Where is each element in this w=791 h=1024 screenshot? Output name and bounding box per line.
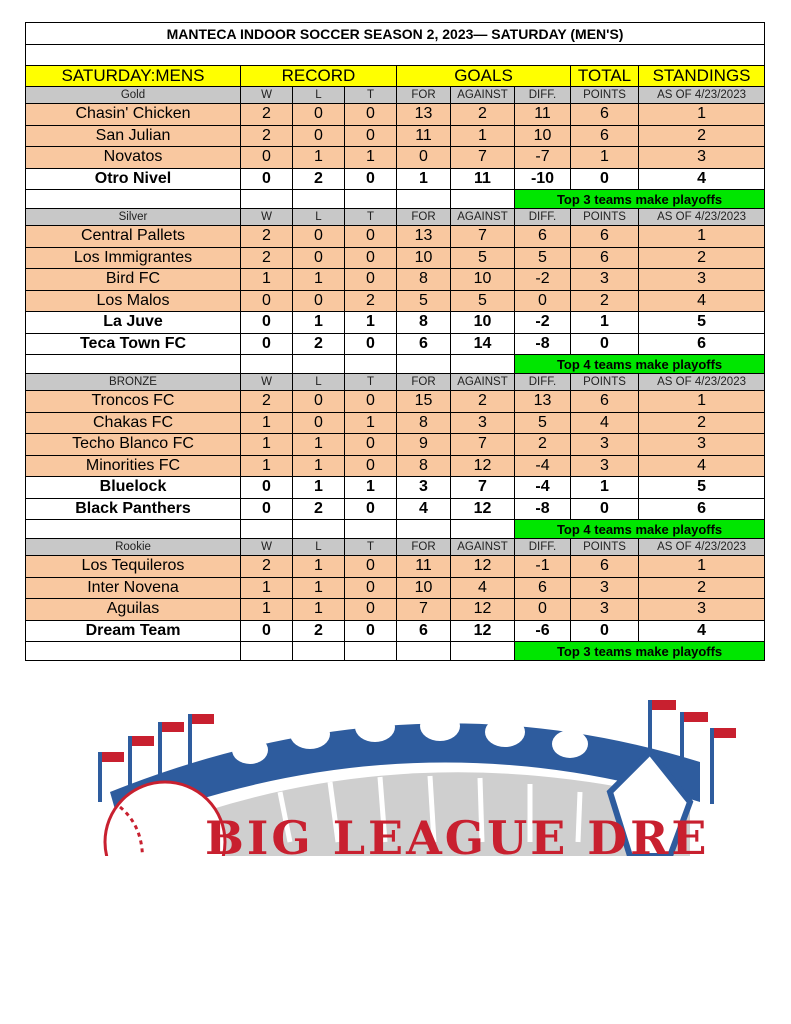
- column-w: W: [241, 209, 293, 226]
- standing-rank: 6: [639, 498, 765, 520]
- team-name: Dream Team: [26, 620, 241, 642]
- goal-diff: -8: [515, 333, 571, 355]
- empty-cell: [26, 642, 241, 661]
- playoff-note-row: [26, 190, 765, 209]
- goals-for: 8: [397, 312, 451, 334]
- points: 3: [571, 455, 639, 477]
- ties: 0: [345, 455, 397, 477]
- goals-for: 10: [397, 577, 451, 599]
- goal-diff: 2: [515, 434, 571, 456]
- ties: 1: [345, 312, 397, 334]
- team-name: Bluelock: [26, 477, 241, 499]
- column-for: FOR: [397, 209, 451, 226]
- ties: 0: [345, 498, 397, 520]
- losses: 1: [293, 455, 345, 477]
- goal-diff: -4: [515, 477, 571, 499]
- wins: 1: [241, 599, 293, 621]
- wins: 0: [241, 290, 293, 312]
- column-for: FOR: [397, 374, 451, 391]
- goals-against: 14: [451, 333, 515, 355]
- column-points: POINTS: [571, 539, 639, 556]
- empty-cell: [397, 190, 451, 209]
- ties: 0: [345, 391, 397, 413]
- column-points: POINTS: [571, 209, 639, 226]
- points: 1: [571, 312, 639, 334]
- column-as-of: AS OF 4/23/2023: [639, 539, 765, 556]
- playoff-note-row: [26, 520, 765, 539]
- goals-against: 7: [451, 147, 515, 169]
- column-l: L: [293, 209, 345, 226]
- group-header-row: [26, 539, 765, 556]
- wins: 2: [241, 104, 293, 126]
- ties: 1: [345, 412, 397, 434]
- goal-diff: 5: [515, 412, 571, 434]
- goals-against: 2: [451, 391, 515, 413]
- team-row: [26, 226, 765, 248]
- ties: 0: [345, 333, 397, 355]
- goals-for: 13: [397, 226, 451, 248]
- wins: 2: [241, 391, 293, 413]
- ties: 0: [345, 168, 397, 190]
- team-name: Novatos: [26, 147, 241, 169]
- goals-against: 7: [451, 434, 515, 456]
- goal-diff: 6: [515, 226, 571, 248]
- team-name: Chakas FC: [26, 412, 241, 434]
- column-w: W: [241, 87, 293, 104]
- team-name: Aguilas: [26, 599, 241, 621]
- goals-against: 5: [451, 247, 515, 269]
- team-row: [26, 104, 765, 126]
- goals-against: 10: [451, 269, 515, 291]
- header-goals: GOALS: [397, 66, 571, 87]
- goal-diff: 13: [515, 391, 571, 413]
- column-diff: DIFF.: [515, 374, 571, 391]
- points: 4: [571, 412, 639, 434]
- points: 0: [571, 498, 639, 520]
- ties: 0: [345, 247, 397, 269]
- goals-for: 11: [397, 556, 451, 578]
- group-name: Silver: [26, 209, 241, 226]
- ties: 0: [345, 104, 397, 126]
- points: 3: [571, 577, 639, 599]
- losses: 0: [293, 226, 345, 248]
- column-for: FOR: [397, 539, 451, 556]
- points: 0: [571, 168, 639, 190]
- goals-against: 12: [451, 599, 515, 621]
- points: 6: [571, 247, 639, 269]
- empty-cell: [26, 355, 241, 374]
- goal-diff: -2: [515, 312, 571, 334]
- ties: 1: [345, 477, 397, 499]
- goal-diff: 6: [515, 577, 571, 599]
- goals-against: 12: [451, 556, 515, 578]
- points: 0: [571, 620, 639, 642]
- team-row: [26, 577, 765, 599]
- column-points: POINTS: [571, 374, 639, 391]
- team-row: [26, 125, 765, 147]
- empty-cell: [241, 642, 293, 661]
- goals-for: 8: [397, 455, 451, 477]
- wins: 0: [241, 498, 293, 520]
- empty-cell: [293, 355, 345, 374]
- goal-diff: 10: [515, 125, 571, 147]
- logo-text: BIG LEAGUE DRE: [205, 811, 710, 856]
- column-w: W: [241, 374, 293, 391]
- team-name: Los Tequileros: [26, 556, 241, 578]
- points: 6: [571, 125, 639, 147]
- ties: 2: [345, 290, 397, 312]
- goal-diff: -1: [515, 556, 571, 578]
- standing-rank: 4: [639, 168, 765, 190]
- team-row: [26, 168, 765, 190]
- standing-rank: 2: [639, 577, 765, 599]
- wins: 1: [241, 412, 293, 434]
- points: 0: [571, 333, 639, 355]
- playoff-note-row: [26, 642, 765, 661]
- empty-cell: [345, 355, 397, 374]
- team-row: [26, 290, 765, 312]
- standing-rank: 2: [639, 247, 765, 269]
- goals-against: 3: [451, 412, 515, 434]
- goals-for: 0: [397, 147, 451, 169]
- points: 3: [571, 434, 639, 456]
- goal-diff: 5: [515, 247, 571, 269]
- wins: 1: [241, 577, 293, 599]
- goals-for: 3: [397, 477, 451, 499]
- wins: 0: [241, 333, 293, 355]
- goals-against: 4: [451, 577, 515, 599]
- team-row: [26, 391, 765, 413]
- goals-for: 6: [397, 333, 451, 355]
- empty-cell: [451, 355, 515, 374]
- goals-for: 10: [397, 247, 451, 269]
- goals-for: 6: [397, 620, 451, 642]
- standing-rank: 2: [639, 125, 765, 147]
- ties: 0: [345, 125, 397, 147]
- standing-rank: 3: [639, 434, 765, 456]
- goal-diff: -8: [515, 498, 571, 520]
- wins: 2: [241, 226, 293, 248]
- goals-for: 1: [397, 168, 451, 190]
- points: 3: [571, 599, 639, 621]
- losses: 1: [293, 434, 345, 456]
- team-name: Los Immigrantes: [26, 247, 241, 269]
- header-total: TOTAL: [571, 66, 639, 87]
- column-l: L: [293, 374, 345, 391]
- playoff-note: Top 4 teams make playoffs: [515, 520, 765, 539]
- standing-rank: 4: [639, 455, 765, 477]
- column-as-of: AS OF 4/23/2023: [639, 374, 765, 391]
- losses: 0: [293, 125, 345, 147]
- empty-cell: [241, 355, 293, 374]
- column-t: T: [345, 87, 397, 104]
- team-name: San Julian: [26, 125, 241, 147]
- column-against: AGAINST: [451, 87, 515, 104]
- empty-cell: [26, 190, 241, 209]
- team-row: [26, 333, 765, 355]
- empty-cell: [241, 520, 293, 539]
- big-league-logo: [50, 692, 770, 856]
- ties: 0: [345, 556, 397, 578]
- column-t: T: [345, 209, 397, 226]
- standing-rank: 1: [639, 556, 765, 578]
- column-diff: DIFF.: [515, 209, 571, 226]
- column-as-of: AS OF 4/23/2023: [639, 87, 765, 104]
- points: 6: [571, 391, 639, 413]
- column-against: AGAINST: [451, 539, 515, 556]
- team-name: La Juve: [26, 312, 241, 334]
- losses: 0: [293, 290, 345, 312]
- team-row: [26, 312, 765, 334]
- standing-rank: 1: [639, 226, 765, 248]
- standing-rank: 2: [639, 412, 765, 434]
- empty-cell: [293, 520, 345, 539]
- ties: 1: [345, 147, 397, 169]
- playoff-note: Top 4 teams make playoffs: [515, 355, 765, 374]
- standings-sheet: [25, 22, 764, 661]
- wins: 2: [241, 556, 293, 578]
- wins: 0: [241, 147, 293, 169]
- ties: 0: [345, 226, 397, 248]
- losses: 2: [293, 620, 345, 642]
- team-row: [26, 269, 765, 291]
- column-points: POINTS: [571, 87, 639, 104]
- column-t: T: [345, 374, 397, 391]
- group-header-row: [26, 209, 765, 226]
- losses: 1: [293, 577, 345, 599]
- empty-cell: [26, 520, 241, 539]
- column-l: L: [293, 539, 345, 556]
- goal-diff: 0: [515, 290, 571, 312]
- team-name: Bird FC: [26, 269, 241, 291]
- goals-against: 12: [451, 620, 515, 642]
- team-name: Troncos FC: [26, 391, 241, 413]
- column-l: L: [293, 87, 345, 104]
- goals-for: 11: [397, 125, 451, 147]
- standing-rank: 3: [639, 147, 765, 169]
- team-name: Los Malos: [26, 290, 241, 312]
- group-header-row: [26, 87, 765, 104]
- wins: 1: [241, 269, 293, 291]
- ties: 0: [345, 577, 397, 599]
- empty-cell: [345, 190, 397, 209]
- standing-rank: 5: [639, 477, 765, 499]
- goals-against: 5: [451, 290, 515, 312]
- goals-for: 7: [397, 599, 451, 621]
- team-row: [26, 147, 765, 169]
- team-row: [26, 556, 765, 578]
- losses: 0: [293, 104, 345, 126]
- standing-rank: 3: [639, 269, 765, 291]
- goals-against: 11: [451, 168, 515, 190]
- team-name: Otro Nivel: [26, 168, 241, 190]
- empty-cell: [345, 642, 397, 661]
- empty-cell: [397, 355, 451, 374]
- goals-against: 2: [451, 104, 515, 126]
- empty-cell: [451, 642, 515, 661]
- wins: 0: [241, 312, 293, 334]
- playoff-note: Top 3 teams make playoffs: [515, 190, 765, 209]
- wins: 2: [241, 247, 293, 269]
- losses: 1: [293, 312, 345, 334]
- playoff-note-row: [26, 355, 765, 374]
- wins: 1: [241, 455, 293, 477]
- team-name: Minorities FC: [26, 455, 241, 477]
- goals-for: 8: [397, 412, 451, 434]
- team-row: [26, 599, 765, 621]
- points: 6: [571, 104, 639, 126]
- goals-for: 4: [397, 498, 451, 520]
- losses: 2: [293, 333, 345, 355]
- losses: 1: [293, 147, 345, 169]
- ties: 0: [345, 620, 397, 642]
- standing-rank: 4: [639, 620, 765, 642]
- header-row: [26, 66, 765, 87]
- ties: 0: [345, 434, 397, 456]
- team-row: [26, 412, 765, 434]
- header-division: SATURDAY:MENS: [26, 66, 241, 87]
- goals-for: 9: [397, 434, 451, 456]
- empty-cell: [397, 520, 451, 539]
- column-against: AGAINST: [451, 209, 515, 226]
- goal-diff: 0: [515, 599, 571, 621]
- standings-table: [25, 22, 765, 661]
- goals-against: 7: [451, 477, 515, 499]
- header-standings: STANDINGS: [639, 66, 765, 87]
- empty-cell: [293, 190, 345, 209]
- wins: 0: [241, 620, 293, 642]
- column-w: W: [241, 539, 293, 556]
- standing-rank: 1: [639, 391, 765, 413]
- team-name: Black Panthers: [26, 498, 241, 520]
- team-row: [26, 455, 765, 477]
- goals-against: 1: [451, 125, 515, 147]
- team-row: [26, 498, 765, 520]
- goal-diff: -7: [515, 147, 571, 169]
- ties: 0: [345, 269, 397, 291]
- losses: 0: [293, 247, 345, 269]
- playoff-note: Top 3 teams make playoffs: [515, 642, 765, 661]
- goals-against: 10: [451, 312, 515, 334]
- losses: 1: [293, 599, 345, 621]
- wins: 0: [241, 477, 293, 499]
- team-row: [26, 247, 765, 269]
- goals-for: 8: [397, 269, 451, 291]
- empty-cell: [451, 190, 515, 209]
- losses: 2: [293, 498, 345, 520]
- losses: 2: [293, 168, 345, 190]
- points: 6: [571, 226, 639, 248]
- losses: 0: [293, 412, 345, 434]
- goal-diff: 11: [515, 104, 571, 126]
- goals-for: 5: [397, 290, 451, 312]
- column-for: FOR: [397, 87, 451, 104]
- goal-diff: -10: [515, 168, 571, 190]
- goal-diff: -2: [515, 269, 571, 291]
- goal-diff: -4: [515, 455, 571, 477]
- empty-cell: [397, 642, 451, 661]
- goals-against: 12: [451, 498, 515, 520]
- wins: 2: [241, 125, 293, 147]
- points: 1: [571, 147, 639, 169]
- page-title: MANTECA INDOOR SOCCER SEASON 2, 2023— SATURDAY (MEN'S): [26, 23, 765, 45]
- team-row: [26, 434, 765, 456]
- team-row: [26, 620, 765, 642]
- losses: 1: [293, 556, 345, 578]
- blank-row: [26, 45, 765, 66]
- column-as-of: AS OF 4/23/2023: [639, 209, 765, 226]
- column-diff: DIFF.: [515, 539, 571, 556]
- column-against: AGAINST: [451, 374, 515, 391]
- group-name: Gold: [26, 87, 241, 104]
- points: 3: [571, 269, 639, 291]
- standing-rank: 5: [639, 312, 765, 334]
- ties: 0: [345, 599, 397, 621]
- column-t: T: [345, 539, 397, 556]
- points: 1: [571, 477, 639, 499]
- group-name: BRONZE: [26, 374, 241, 391]
- empty-cell: [451, 520, 515, 539]
- standing-rank: 4: [639, 290, 765, 312]
- team-row: [26, 477, 765, 499]
- standing-rank: 1: [639, 104, 765, 126]
- wins: 1: [241, 434, 293, 456]
- empty-cell: [293, 642, 345, 661]
- standing-rank: 3: [639, 599, 765, 621]
- group-header-row: [26, 374, 765, 391]
- points: 2: [571, 290, 639, 312]
- column-diff: DIFF.: [515, 87, 571, 104]
- team-name: Teca Town FC: [26, 333, 241, 355]
- empty-cell: [241, 190, 293, 209]
- losses: 1: [293, 477, 345, 499]
- goal-diff: -6: [515, 620, 571, 642]
- wins: 0: [241, 168, 293, 190]
- goals-against: 7: [451, 226, 515, 248]
- group-name: Rookie: [26, 539, 241, 556]
- goals-against: 12: [451, 455, 515, 477]
- losses: 0: [293, 391, 345, 413]
- team-name: Chasin' Chicken: [26, 104, 241, 126]
- losses: 1: [293, 269, 345, 291]
- goals-for: 15: [397, 391, 451, 413]
- team-name: Inter Novena: [26, 577, 241, 599]
- team-name: Techo Blanco FC: [26, 434, 241, 456]
- standing-rank: 6: [639, 333, 765, 355]
- team-name: Central Pallets: [26, 226, 241, 248]
- goals-for: 13: [397, 104, 451, 126]
- header-record: RECORD: [241, 66, 397, 87]
- empty-cell: [345, 520, 397, 539]
- logo-graphic: [50, 692, 770, 856]
- points: 6: [571, 556, 639, 578]
